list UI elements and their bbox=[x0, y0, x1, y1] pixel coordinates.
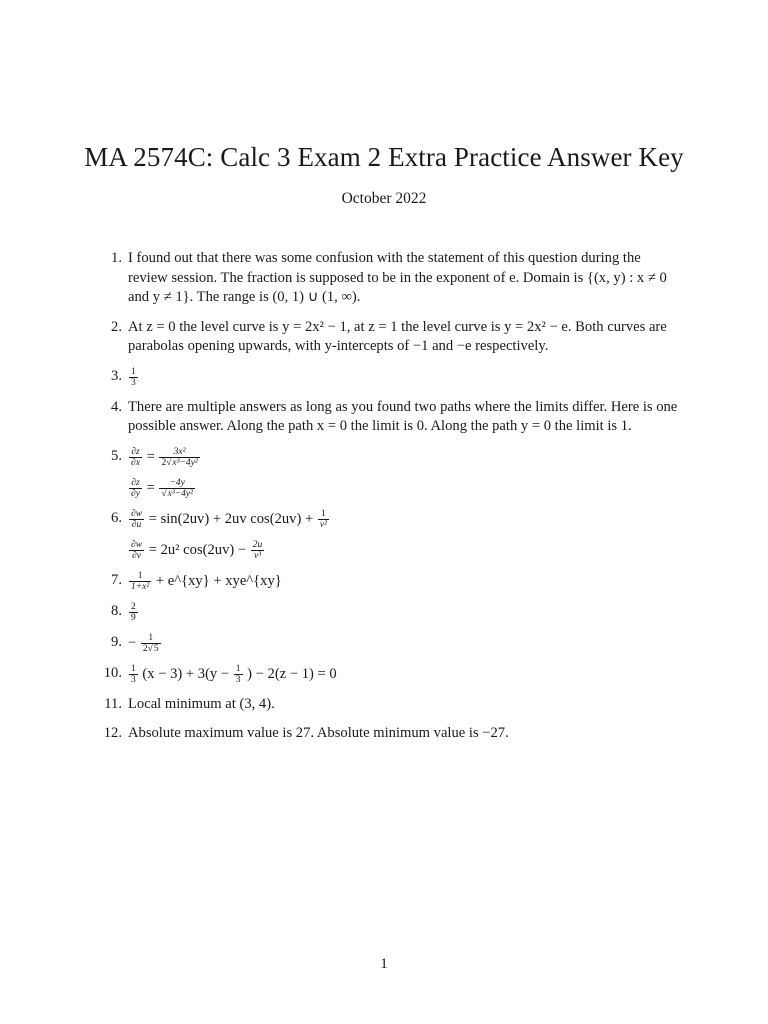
answer-6 bbox=[100, 509, 680, 561]
answer-9: 9. − $\frac{1}{2√5}$ bbox=[100, 633, 680, 654]
answer-number: 11. bbox=[104, 695, 122, 712]
answer-number: 2. bbox=[111, 318, 122, 335]
answer-1 bbox=[100, 249, 680, 308]
answer-number: 3. bbox=[111, 367, 122, 384]
answer-text: At z = 0 the level curve is y = 2x² − 1, at z = 1 the level curve is y = 2x² − e. Both curves are parabolas opening upwards, with y-intercepts of −1 and −e respectively. bbox=[128, 318, 667, 354]
answer-11 bbox=[100, 695, 680, 715]
answer-number: 12. bbox=[103, 725, 122, 741]
answer-number: 6. bbox=[111, 509, 122, 526]
answer-text: Local minimum at (3, 4). bbox=[128, 695, 275, 712]
partial-z-y-equation: $\frac{\partial z}{\partial y}$ = $\frac{-4y}{\text{√x³−4y²}}$ bbox=[131, 477, 193, 499]
document-date: October 2022 bbox=[341, 190, 427, 207]
answer-number: 10. bbox=[103, 664, 122, 681]
answer-number: 4. bbox=[111, 398, 122, 415]
answer-number: 8. bbox=[111, 602, 122, 619]
answer-number: 7. bbox=[111, 571, 122, 588]
partial-z-x-equation: $\frac{\partial z}{\partial x}$ = $\frac{\text{3x²}}{\text{2√x³−4y²}}$ bbox=[131, 446, 198, 468]
answer-7: 7. $\frac{1}{\text{1+x²}}$ + e^{xy} + xye^{xy} bbox=[100, 571, 680, 592]
document-title: MA 2574C: Calc 3 Exam 2 Extra Practice Answer Key bbox=[84, 142, 684, 172]
answer-10: 10. $\frac{1}{3}$ (x − 3) + 3(y − $\frac{1}{3}$ ) − 2(z − 1) = 0 bbox=[100, 664, 680, 685]
partial-w-v-equation: $\frac{\partial w}{\partial v}$ = 2u² cos(2uv) − $\frac{2u}{\text{v³}}$ bbox=[131, 539, 263, 561]
answer-8: 8. $\frac{2}{9}$ bbox=[100, 602, 680, 623]
answer-2 bbox=[100, 318, 680, 357]
answer-text: There are multiple answers as long as you found two paths where the limits differ. Here is one possible answer. Along the path x = 0 the limit is 0. Along the path y = 0 the limit is 1. bbox=[128, 398, 678, 434]
partial-w-u-equation: $\frac{\partial w}{\partial u}$ = sin(2uv) + 2uv cos(2uv) + $\frac{1}{\text{v²}}$ bbox=[131, 508, 327, 530]
answer-list bbox=[100, 249, 680, 754]
answer-number: 9. bbox=[111, 633, 122, 650]
page-number: 1 bbox=[380, 956, 388, 972]
answer-12 bbox=[100, 724, 680, 744]
answer-4 bbox=[100, 398, 680, 437]
answer-text: Absolute maximum value is 27. Absolute minimum value is −27. bbox=[128, 725, 509, 741]
answer-5 bbox=[100, 447, 680, 499]
answer-number: 1. bbox=[111, 250, 122, 266]
answer-number: 5. bbox=[111, 447, 122, 464]
answer-fraction: $\frac{1}{3}$ bbox=[131, 366, 136, 388]
answer-expression: + e^{xy} + xye^{xy} bbox=[155, 572, 282, 589]
answer-text: I found out that there was some confusion with the statement of this question during the review session. The fraction is supposed to be in the exponent of e. Domain is {(x, y) : x ≠ 0 and y ≠ 1}. The range is (0, 1) ∪ (1, ∞). bbox=[128, 250, 667, 305]
answer-3 bbox=[100, 367, 680, 388]
